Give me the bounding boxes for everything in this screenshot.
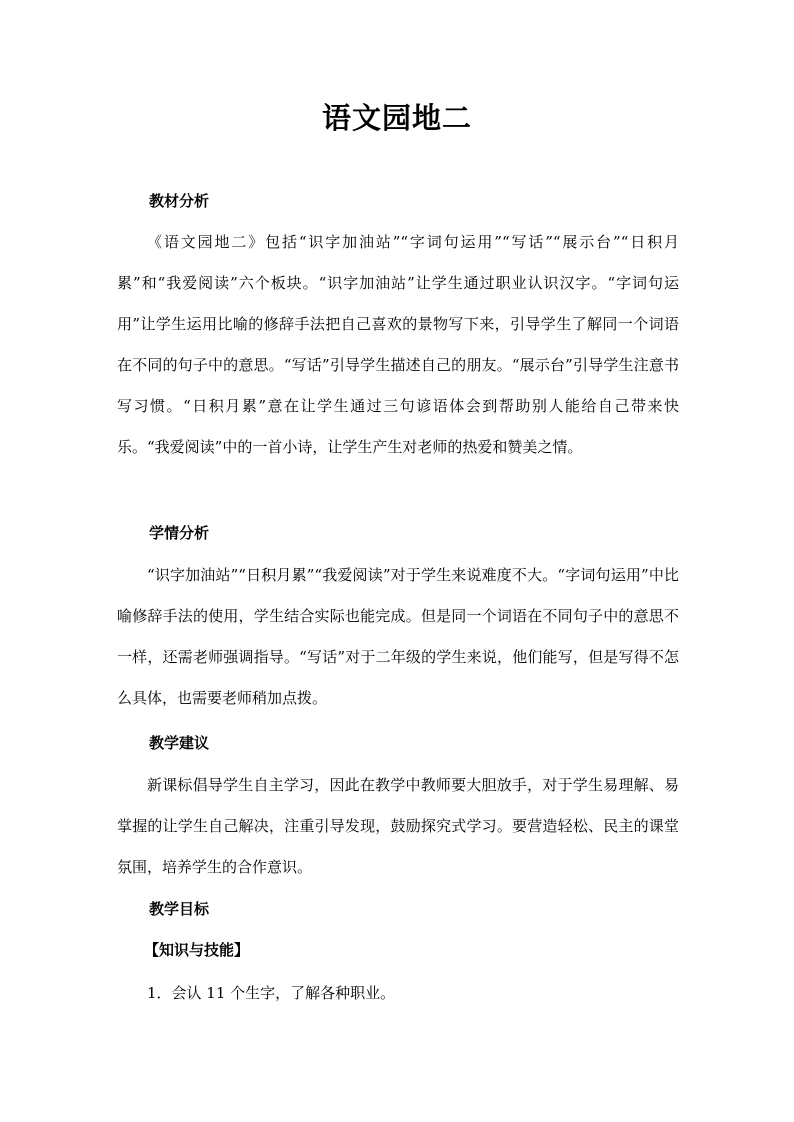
objective-item: 1．会认 11 个生字，了解各种职业。 [147, 984, 396, 1002]
objectives-subheading: 【知识与技能】 [144, 941, 250, 959]
section-heading-learners: 学情分析 [149, 524, 210, 542]
section-heading-materials: 教材分析 [149, 192, 210, 210]
section-paragraph-suggestions: 新课标倡导学生自主学习，因此在教学中教师要大胆放手，对于学生易理解、易掌握的让学生自己解决，注重引导发现，鼓励探究式学习。要营造轻松、民主的课堂氛围，培养学生的合作意识。 [117, 776, 679, 876]
section-heading-objectives: 教学目标 [149, 900, 210, 918]
section-heading-suggestions: 教学建议 [149, 734, 210, 752]
section-paragraph-materials: 《语文园地二》包括“识字加油站”“字词句运用”“写话”“展示台”“日积月累”和“我爱阅读”六个板块。“识字加油站”让学生通过职业认识汉字。“字词句运用”让学生运用比喻的修辞手法把自己喜欢的景物写下来，引导学生了解同一个词语在不同的句子中的意思。“写话”引导学生描述自己的朋友。“展示台”引导学生注意书写习惯。“日积月累”意在让学生通过三句谚语体会到帮助别人能给自己带来快乐。“我爱阅读”中的一首小诗，让学生产生对老师的热爱和赞美之情。 [117, 233, 679, 456]
document-title: 语文园地二 [321, 101, 472, 135]
section-paragraph-learners: “识字加油站”“日积月累”“我爱阅读”对于学生来说难度不大。“字词句运用”中比喻修辞手法的使用，学生结合实际也能完成。但是同一个词语在不同句子中的意思不一样，还需老师强调指导。“写话”对于二年级的学生来说，他们能写，但是写得不怎么具体，也需要老师稍加点拨。 [117, 566, 679, 707]
